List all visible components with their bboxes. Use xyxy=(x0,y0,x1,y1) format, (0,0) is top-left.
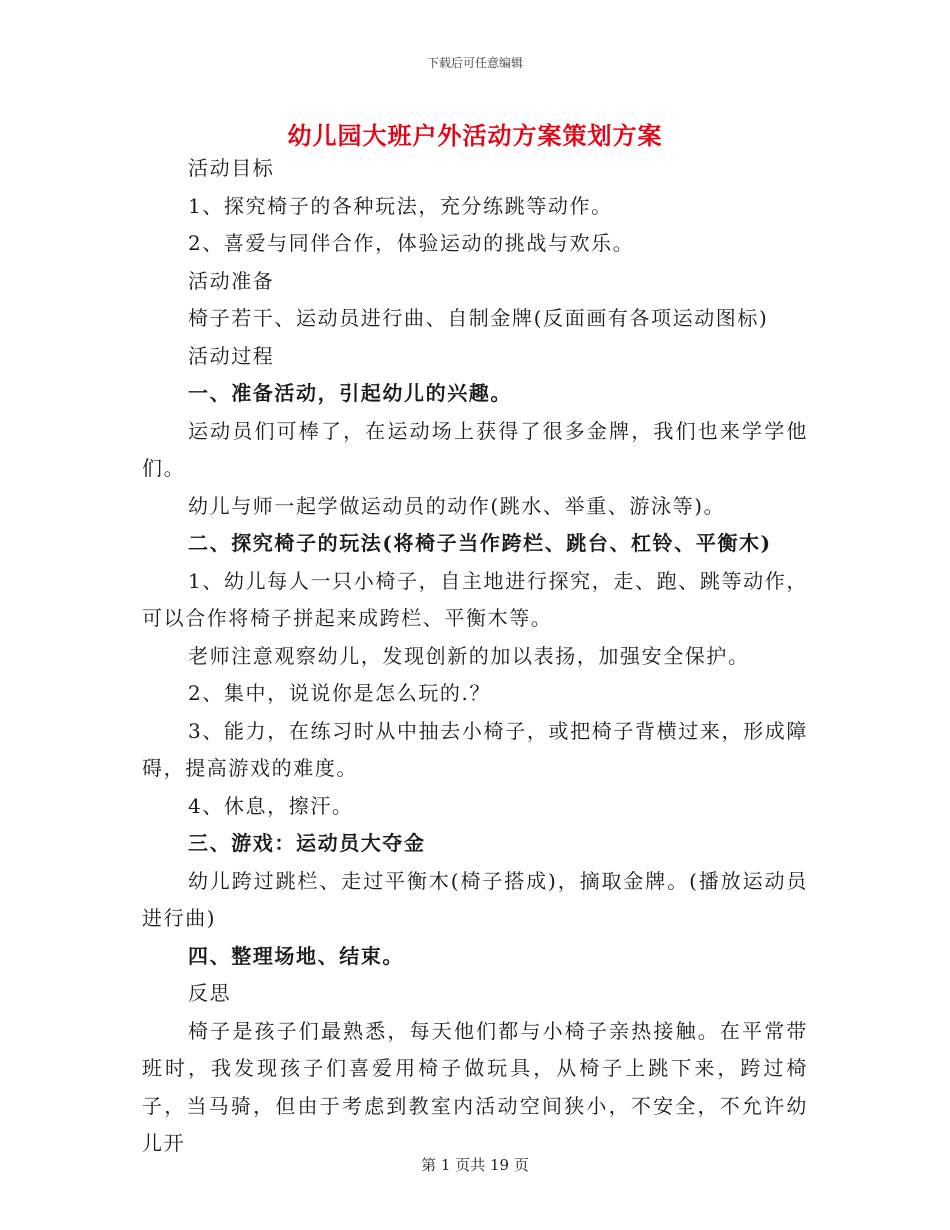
paragraph: 活动过程 xyxy=(188,343,275,368)
paragraph: 幼儿与师一起学做运动员的动作(跳水、举重、游泳等)。 xyxy=(188,493,726,518)
paragraph: 2、喜爱与同伴合作，体验运动的挑战与欢乐。 xyxy=(188,231,635,255)
paragraph: 反思 xyxy=(188,981,232,1005)
paragraph: 活动准备 xyxy=(188,268,275,293)
paragraph: 2、集中，说说你是怎么玩的.？ xyxy=(188,681,492,705)
paragraph: 椅子若干、运动员进行曲、自制金牌(反面画有各项运动图标) xyxy=(188,306,769,330)
section-heading: 二、探究椅子的玩法(将椅子当作跨栏、跳台、杠铃、平衡木) xyxy=(188,531,772,555)
paragraph: 1、幼儿每人一只小椅子，自主地进行探究，走、跑、跳等动作，可以合作将椅子拼起来成跨栏、平衡木等。 xyxy=(142,568,808,630)
document-body xyxy=(142,150,808,1163)
paragraph: 老师注意观察幼儿，发现创新的加以表扬，加强安全保护。 xyxy=(188,643,750,668)
paragraph: 幼儿跨过跳栏、走过平衡木(椅子搭成)，摘取金牌。(播放运动员进行曲) xyxy=(142,868,808,930)
paragraph: 椅子是孩子们最熟悉，每天他们都与小椅子亲热接触。在平常带班时，我发现孩子们喜爱用椅子做玩具，从椅子上跳下来，跨过椅子，当马骑，但由于考虑到教室内活动空间狭小，不安全，不允许幼儿开 xyxy=(142,1018,808,1155)
section-heading: 一、准备活动，引起幼儿的兴趣。 xyxy=(188,381,512,405)
paragraph: 3、能力，在练习时从中抽去小椅子，或把椅子背横过来，形成障碍，提高游戏的难度。 xyxy=(142,718,808,780)
paragraph: 运动员们可棒了，在运动场上获得了很多金牌，我们也来学学他们。 xyxy=(142,418,808,480)
header-note: 下载后可任意编辑 xyxy=(426,56,523,70)
paragraph: 4、休息，擦汗。 xyxy=(188,793,354,818)
section-heading: 四、整理场地、结束。 xyxy=(188,943,404,968)
paragraph: 活动目标 xyxy=(188,156,275,180)
paragraph: 1、探究椅子的各种玩法，充分练跳等动作。 xyxy=(188,193,613,218)
section-heading: 三、游戏：运动员大夺金 xyxy=(188,831,426,855)
page-number-footer: 第 1 页共 19 页 xyxy=(421,1156,529,1174)
document-title: 幼儿园大班户外活动方案策划方案 xyxy=(287,121,663,150)
